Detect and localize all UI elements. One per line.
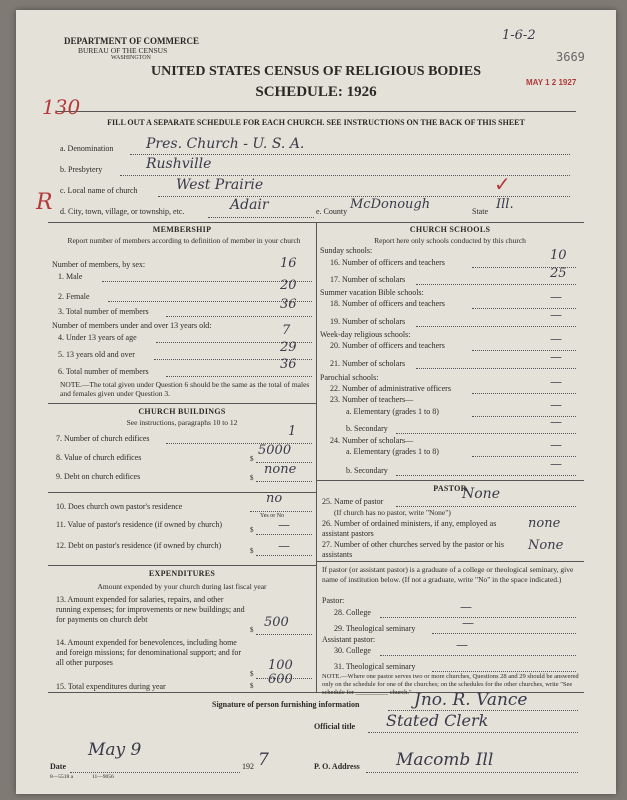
form-title: UNITED STATES CENSUS OF RELIGIOUS BODIES [150,64,481,79]
denomination-label: a. Denomination [60,144,114,153]
q7-value: 1 [288,424,297,439]
q25-line [396,506,576,507]
q13-label: 13. Amount expended for salaries, repairs, and other running expenses; for improvements or new buildings; and for payments on church debt [56,595,245,624]
county-label: e. County [316,207,348,216]
membership-title: MEMBERSHIP [152,225,212,234]
q23a-value: — [550,398,562,412]
q30-value: — [456,638,468,652]
q29-value: — [462,616,474,630]
q24a-label: a. Elementary (grades 1 to 8) [346,447,439,456]
expenditures-title: EXPENDITURES [148,569,216,578]
q2-value: 20 [280,278,297,293]
presbytery-value: Rushville [146,156,212,172]
q30-label: 30. College [334,646,371,655]
q12-line [256,555,312,556]
q24b-line [396,475,576,476]
q12-label: 12. Debt on pastor's residence (if owned by church) [56,541,222,550]
q8-label: 8. Value of church edifices [56,453,142,462]
city-field-label: d. City, town, village, or township, etc. [60,207,185,216]
q26-value: none [528,516,561,531]
year-digit: 7 [258,750,269,770]
q9-label: 9. Debt on church edifices [56,472,141,481]
q27-value: None [528,538,564,553]
received-stamp: MAY 1 2 1927 [526,78,577,87]
q11-label: 11. Value of pastor's residence (if owned by church) [56,520,223,529]
q25-note: (If church has no pastor, write "None") [334,508,451,517]
membership-intro: Report number of members according to definition of member in your church [67,236,301,245]
official-title-value: Stated Clerk [386,711,489,730]
q17-line [416,284,576,285]
grad-rule [316,561,584,562]
q21-line [416,368,576,369]
date-label: Date [50,762,66,771]
q24-label: 24. Number of scholars— [330,436,414,445]
q3-value: 36 [280,297,297,312]
q20-value: — [550,332,562,346]
q9-line [256,481,312,482]
q29-label: 29. Theological seminary [334,624,416,633]
margin-mark: R [36,190,53,215]
q12-value: — [278,539,290,553]
membership-note: NOTE.—The total given under Question 6 should be the same as the total of males and females given under Question 3. [60,380,310,398]
state-value: Ill. [496,197,514,212]
q4-value: 7 [282,323,291,338]
q22-value: — [550,375,562,389]
q19-label: 19. Number of scholars [330,317,406,326]
instruction-line: FILL OUT A SEPARATE SCHEDULE FOR EACH CHURCH. SEE INSTRUCTIONS ON THE BACK OF THIS SHEET [107,118,525,127]
year-prefix: 192 [242,762,254,771]
asst-pastor-label: Assistant pastor: [322,635,376,644]
q31-line [432,671,576,672]
grad-note: If pastor (or assistant pastor) is a graduate of a college or theological seminary, give name of institution below. (If not a graduate, write "No" in the space indicated.) [322,565,574,584]
number-130: 130 [42,95,81,119]
pastor-sub-label: Pastor: [322,596,345,605]
q24b-value: — [550,457,562,471]
q1-value: 16 [280,256,297,271]
q6-label: 6. Total number of members [58,367,149,376]
q13-dollar: $ [250,626,254,634]
dept-label: DEPARTMENT OF COMMERCE [64,36,200,46]
yes-no-hint: Yes or No [260,513,285,519]
by-sex-label: Number of members, by sex: [52,260,146,269]
q23a-label: a. Elementary (grades 1 to 8) [346,407,439,416]
expenditures-intro: Amount expended by your church during last fiscal year [97,582,267,591]
official-title-line [368,732,578,733]
header-divider [56,111,576,112]
q17-label: 17. Number of scholars [330,275,406,284]
q25-value: None [462,486,500,502]
q24b-label: b. Secondary [346,466,388,475]
q31-label: 31. Theological seminary [334,662,416,671]
q7-label: 7. Number of church edifices [56,434,150,443]
city-value: Adair [230,197,269,213]
q3-label: 3. Total number of members [58,307,149,316]
address-line [366,772,578,773]
top-right-code: 1-6-2 [502,28,536,43]
q15-dollar: $ [250,682,254,690]
official-title-label: Official title [314,722,356,731]
q13-line [256,634,312,635]
q23-label: 23. Number of teachers— [330,395,414,404]
q6-value: 36 [280,357,297,372]
q21-label: 21. Number of scholars [330,359,406,368]
q10-line [250,511,312,512]
q3-line [166,316,312,317]
q10-label: 10. Does church own pastor's residence [56,502,183,511]
address-label: P. O. Address [314,762,360,771]
q27-label: 27. Number of other churches served by the pastor or his assistants [322,540,504,559]
q5-value: 29 [280,340,297,355]
q28-value: — [460,600,472,614]
form-code-1: 8—5518 a [50,774,74,780]
q11-dollar: $ [250,526,254,534]
q24a-value: — [550,438,562,452]
expenditures-rule [48,565,316,566]
census-schedule-sheet [16,10,616,794]
pastor-note: NOTE.—Where one pastor serves two or more churches, Questions 28 and 29 should be answered only on the schedule for one of the churches; on the schedules for the other churches, write "See schedule for __________ church." [322,673,579,696]
q11-value: — [278,518,290,532]
q16-value: 10 [550,248,567,263]
q14-dollar: $ [250,670,254,678]
church-name-label: c. Local name of church [60,186,138,195]
q22-line [472,393,576,394]
q14-label: 14. Amount expended for benevolences, including home and foreign missions; for denominational support; and for all other purposes [56,638,242,667]
weekday-label: Week-day religious schools: [320,330,411,339]
church-name-value: West Prairie [176,177,264,193]
q22-label: 22. Number of administrative officers [330,384,451,393]
denomination-value: Pres. Church - U. S. A. [146,136,305,152]
q28-label: 28. College [334,608,371,617]
q30-line [380,655,576,656]
q25-label: 25. Name of pastor [322,497,384,506]
q17-value: 25 [550,266,567,281]
q13-value: 500 [264,615,289,630]
county-value: McDonough [350,197,431,212]
q23b-value: — [550,415,562,429]
q2-label: 2. Female [58,292,90,301]
check-mark: ✓ [494,174,511,196]
schools-title: CHURCH SCHOOLS [409,225,491,234]
address-value: Macomb Ill [396,750,494,770]
signature-label: Signature of person furnishing information [212,700,360,709]
q20-label: 20. Number of officers and teachers [330,341,445,350]
signature-value: Jno. R. Vance [414,690,528,710]
q12-dollar: $ [250,547,254,555]
date-value: May 9 [88,740,142,760]
stamp-number: 3669 [556,50,585,64]
q1-label: 1. Male [58,272,83,281]
q26-label: 26. Number of ordained ministers, if any, employed as assistant pastors [322,519,497,538]
q21-value: — [550,350,562,364]
buildings-intro: See instructions, paragraphs 10 to 12 [126,418,238,427]
schedule-title: SCHEDULE: 1926 [255,84,377,100]
summer-label: Summer vacation Bible schools: [320,288,424,297]
q23b-label: b. Secondary [346,424,388,433]
q18-label: 18. Number of officers and teachers [330,299,445,308]
form-code-2: 11—9056 [92,774,114,780]
state-label: State [472,207,488,216]
q4-label: 4. Under 13 years of age [58,333,137,342]
city-line [208,217,314,218]
q23b-line [396,433,576,434]
q16-label: 16. Number of officers and teachers [330,258,445,267]
by-age-label: Number of members under and over 13 years old: [52,321,212,330]
q19-value: — [550,308,562,322]
q6-line [166,376,312,377]
date-line [70,772,240,773]
q8-dollar: $ [250,455,254,463]
column-divider [316,222,317,692]
q19-line [416,326,576,327]
buildings-rule [48,403,316,404]
bureau-label: BUREAU OF THE CENSUS [78,46,168,55]
q11-line [256,534,312,535]
denomination-line [130,154,570,155]
q14-value: 100 [268,658,293,673]
city-label: WASHINGTON [111,55,151,61]
presbytery-label: b. Presbytery [60,165,103,174]
parochial-label: Parochial schools: [320,373,379,382]
q10-value: no [266,491,283,506]
pastor-title: PASTOR [433,484,467,493]
q9-dollar: $ [250,474,254,482]
q28-line [380,617,576,618]
q8-value: 5000 [258,443,292,458]
buildings-title: CHURCH BUILDINGS [138,407,226,416]
pastor-rule [316,480,584,481]
q29-line [432,633,576,634]
q5-label: 5. 13 years old and over [58,350,135,359]
q15-value: 600 [268,672,293,687]
q9-value: none [264,462,297,477]
q18-value: — [550,290,562,304]
sunday-label: Sunday schools: [320,246,373,255]
schools-intro: Report here only schools conducted by this church [374,236,526,245]
q15-label: 15. Total expenditures during year [56,682,166,691]
